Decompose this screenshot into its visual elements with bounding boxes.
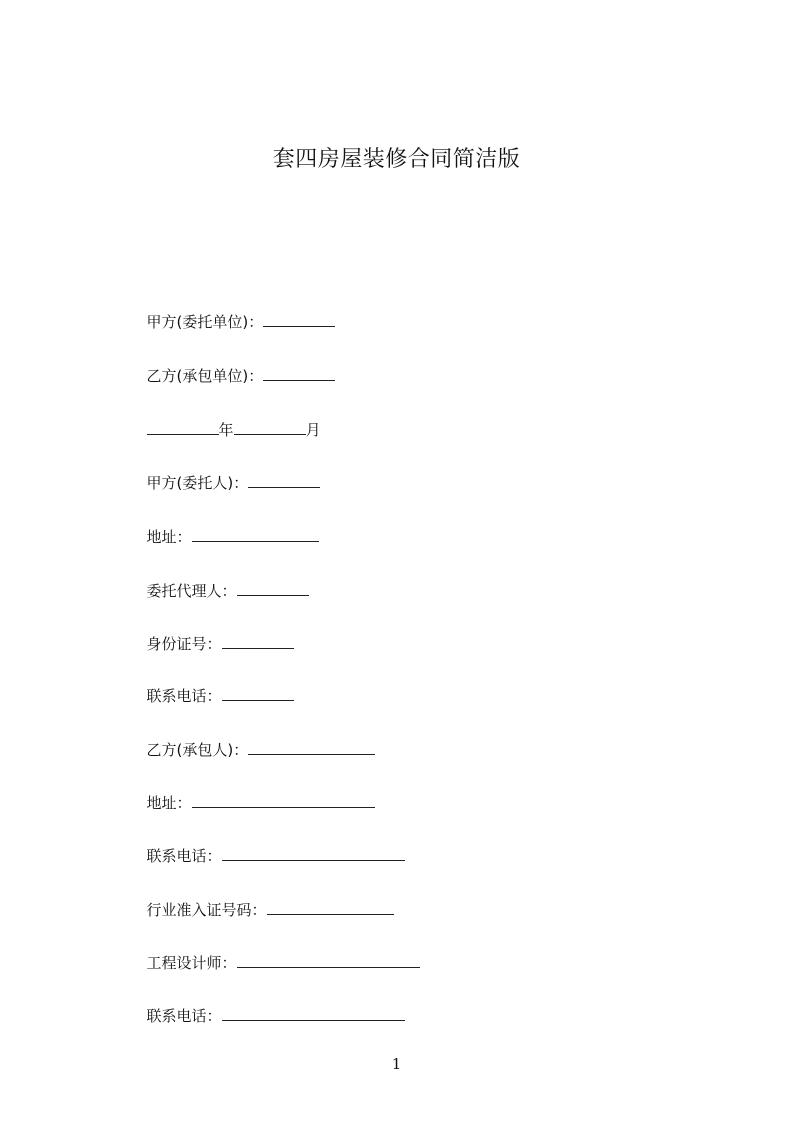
page-number: 1 <box>391 1055 402 1073</box>
phone-a-label: 联系电话： <box>146 687 222 705</box>
party-a-person-blank[interactable] <box>248 472 320 488</box>
id-number-blank[interactable] <box>222 633 294 649</box>
party-a-person-label: 甲方(委托人)： <box>146 474 249 492</box>
license-no-blank[interactable] <box>267 899 394 915</box>
agent-blank[interactable] <box>237 580 309 596</box>
address-b-line <box>137 772 375 812</box>
phone-c-blank[interactable] <box>222 1005 405 1021</box>
id-number-label: 身份证号： <box>146 635 222 653</box>
party-a-unit-blank[interactable] <box>263 311 335 327</box>
designer-line <box>137 932 420 972</box>
license-no-label: 行业准入证号码： <box>146 901 267 919</box>
phone-a-blank[interactable] <box>222 685 294 701</box>
address-a-label: 地址： <box>146 528 192 546</box>
party-b-person-label: 乙方(承包人)： <box>146 741 249 759</box>
address-a-blank[interactable] <box>192 526 319 542</box>
address-b-label: 地址： <box>146 794 192 812</box>
designer-label: 工程设计师： <box>146 954 237 972</box>
party-b-unit-blank[interactable] <box>263 365 335 381</box>
party-a-person-line <box>137 452 320 492</box>
agent-line <box>137 560 309 600</box>
license-no-line <box>137 879 394 919</box>
month-blank[interactable] <box>234 419 306 435</box>
phone-b-label: 联系电话： <box>146 847 222 865</box>
party-b-unit-label: 乙方(承包单位)： <box>146 367 264 385</box>
phone-c-label: 联系电话： <box>146 1007 222 1025</box>
phone-b-line <box>137 825 405 865</box>
party-b-unit-line <box>137 345 335 385</box>
address-b-blank[interactable] <box>192 792 375 808</box>
document-title: 套四房屋装修合同简洁版 <box>272 147 521 172</box>
address-a-line <box>137 506 319 546</box>
phone-c-line <box>137 985 405 1025</box>
party-a-unit-label: 甲方(委托单位)： <box>146 313 264 331</box>
party-a-unit-line <box>137 291 335 331</box>
designer-blank[interactable] <box>237 952 420 968</box>
year-blank[interactable] <box>147 419 219 435</box>
party-b-person-line <box>137 719 375 759</box>
date-line <box>137 399 321 439</box>
year-label: 年 <box>218 421 234 439</box>
phone-b-blank[interactable] <box>222 845 405 861</box>
party-b-person-blank[interactable] <box>248 739 375 755</box>
agent-label: 委托代理人： <box>146 582 237 600</box>
phone-a-line <box>137 665 294 705</box>
month-label: 月 <box>305 421 321 439</box>
id-number-line <box>137 613 294 653</box>
